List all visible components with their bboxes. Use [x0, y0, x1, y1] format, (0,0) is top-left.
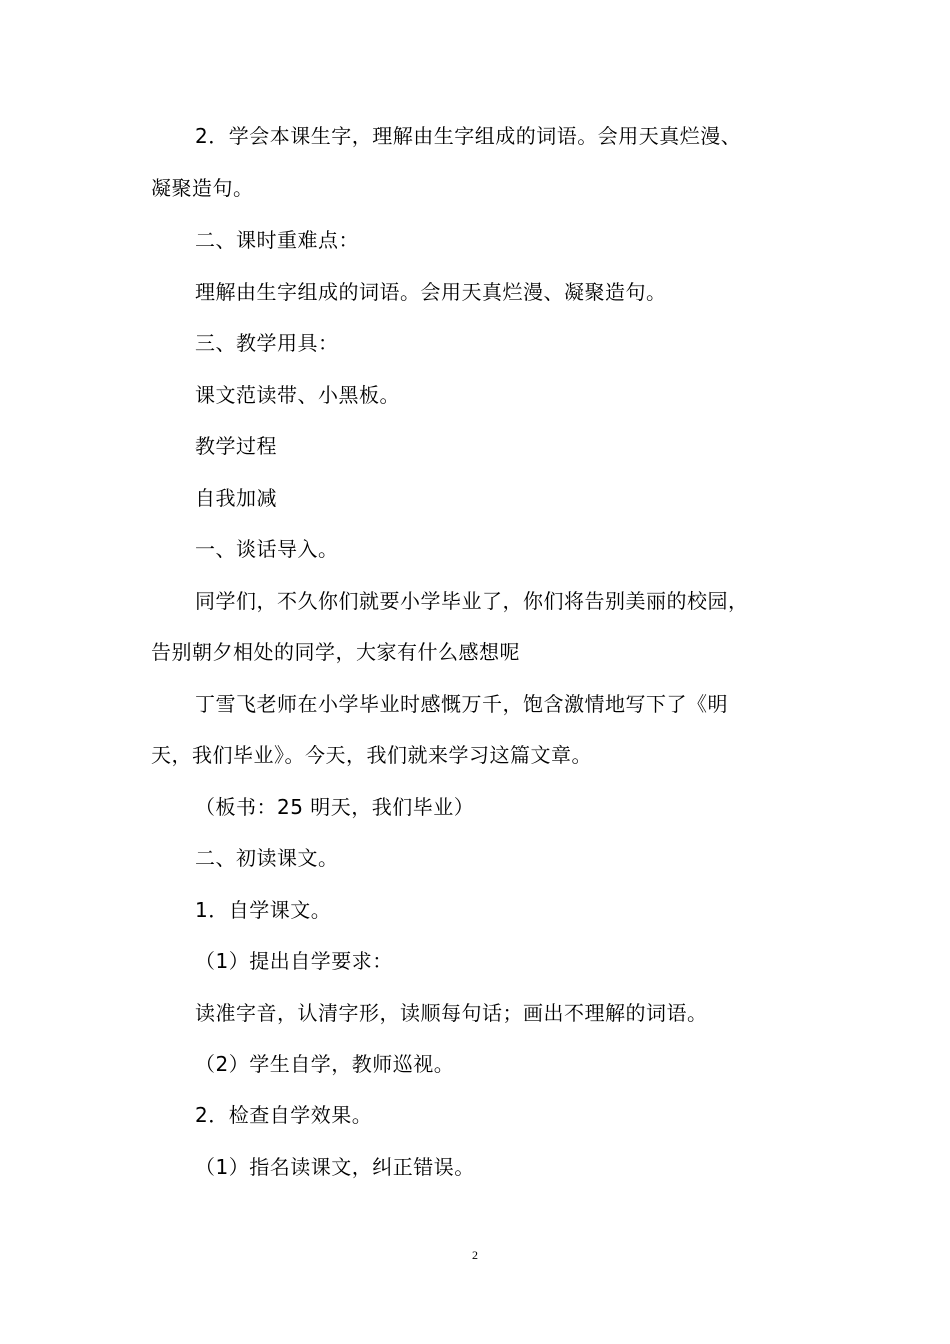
text-line: （2）学生自学，教师巡视。 — [195, 1052, 455, 1076]
text-line: 理解由生字组成的词语。会用天真烂漫、凝聚造句。 — [195, 280, 667, 304]
section-heading: 三、教学用具： — [195, 331, 339, 355]
section-heading: 一、谈话导入。 — [195, 537, 339, 561]
text-line: 凝聚造句。 — [151, 176, 254, 200]
text-line: 课文范读带、小黑板。 — [195, 383, 400, 407]
text-line: 2．检查自学效果。 — [195, 1103, 373, 1127]
text-line: 自我加减 — [195, 486, 277, 510]
text-line: 天，我们毕业》。今天，我们就来学习这篇文章。 — [151, 743, 592, 767]
text-line: 2．学会本课生字，理解由生字组成的词语。会用天真烂漫、 — [195, 124, 742, 148]
text-line: 同学们，不久你们就要小学毕业了，你们将告别美丽的校园， — [195, 589, 749, 613]
section-heading: 教学过程 — [195, 434, 277, 458]
text-line: （板书：25 明天，我们毕业） — [195, 795, 475, 819]
section-heading: 二、初读课文。 — [195, 846, 339, 870]
text-line: 告别朝夕相处的同学，大家有什么感想呢 — [151, 640, 520, 664]
page-number: 2 — [472, 1248, 478, 1262]
text-line: 读准字音，认清字形，读顺每句话；画出不理解的词语。 — [195, 1001, 708, 1025]
text-line: （1）指名读课文，纠正错误。 — [195, 1155, 475, 1179]
section-heading: 二、课时重难点： — [195, 228, 359, 252]
text-line: 丁雪飞老师在小学毕业时感慨万千，饱含激情地写下了《明 — [195, 692, 728, 716]
text-line: 1．自学课文。 — [195, 898, 332, 922]
text-line: （1）提出自学要求： — [195, 949, 393, 973]
